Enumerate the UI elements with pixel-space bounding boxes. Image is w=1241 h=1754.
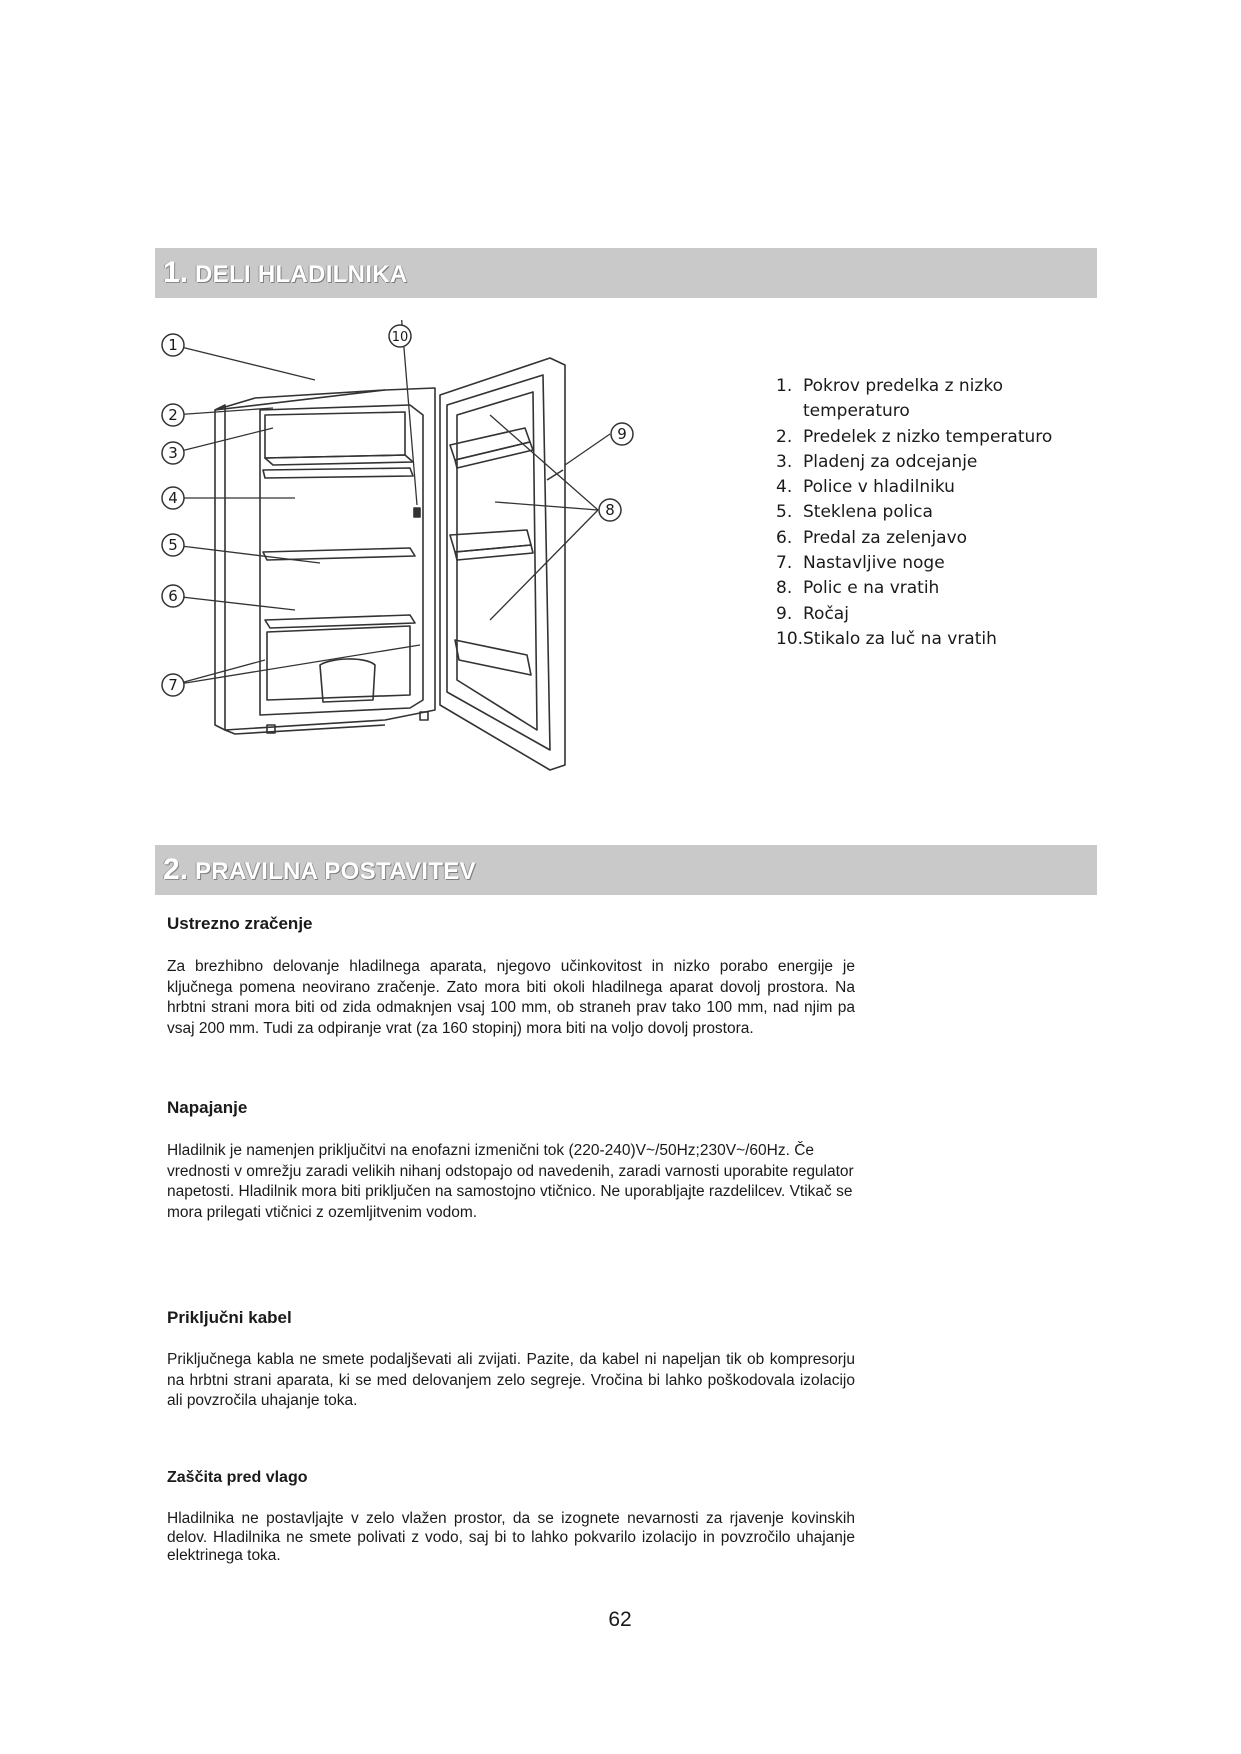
paragraph-power-supply: Hladilnik je namenjen priključitvi na enofazni izmenični tok (220-240)V~/50Hz;230V~/60Hz. Če vrednosti v omrežju zaradi velikih nihanj odstopajo od navedenih, zaradi varnosti uporabite regulator napetosti. Hladilnik mora biti priključen na samostojno vtičnico. Ne uporabljajte razdelilcev. Vtikač se mora prilegati vtičnici z ozemljitvenim vodom.	[167, 1142, 854, 1221]
callout-8	[599, 499, 621, 521]
svg-text:7: 7	[168, 676, 178, 694]
heading-power-supply: Napajanje	[167, 1098, 248, 1117]
door-light-switch	[414, 508, 420, 517]
svg-text:9: 9	[617, 425, 627, 443]
legend-item: 9. Ročaj	[776, 603, 849, 624]
svg-text:10: 10	[391, 330, 409, 345]
section-2-header	[155, 845, 1097, 895]
callout-6	[162, 585, 184, 607]
legend-item: 4. Police v hladilniku	[776, 477, 955, 498]
svg-text:1: 1	[168, 336, 178, 354]
legend-item: 6. Predal za zelenjavo	[776, 527, 968, 548]
legend-item: 5. Steklena polica	[776, 502, 933, 523]
callout-7	[162, 674, 184, 696]
legend-item: 3. Pladenj za odcejanje	[776, 451, 978, 472]
legend-item: 2. Predelek z nizko temperaturo	[776, 426, 1053, 447]
legend-item: 7. Nastavljive noge	[776, 553, 945, 574]
svg-text:2: 2	[168, 406, 178, 424]
section-2-number: 2.	[163, 853, 189, 886]
door-shelf-top	[450, 428, 530, 460]
section-2-title: PRAVILNA POSTAVITEV	[195, 858, 476, 885]
section-1-header	[155, 248, 1097, 298]
heading-power-cable: Priključni kabel	[167, 1308, 292, 1327]
fridge-diagram	[155, 320, 635, 790]
cabinet-outline	[215, 405, 225, 730]
callout-3	[162, 442, 184, 464]
callout-5	[162, 534, 184, 556]
freezer-compartment	[265, 412, 405, 458]
paragraph-moisture-protection: Hladilnika ne postavljajte v zelo vlažen prostor, da se izognete nevarnosti za rjavenje kovinskih delov. Hladilnika ne smete polivati z vodo, saj bi to lahko pokvarilo izolacijo in povzročilo uhajanje elektrinega toka.	[167, 1510, 855, 1564]
callout-10	[385, 321, 415, 351]
legend-item: 1. Pokrov predelka z nizko temperaturo	[776, 376, 1003, 422]
paragraph-ventilation: Za brezhibno delovanje hladilnega aparata, njegovo učinkovitost in nizko porabo energije je ključnega pomena neovirano zračenje. Zato mora biti okoli hladilnega aparat dovolj prostora. Na hrbtni strani mora biti od zida odmaknjen vsaj 100 mm, ob straneh prav tako 100 mm, nad njim pa vsaj 200 mm. Tudi za odpiranje vrat (za 160 stopinj) mora biti na voljo dovolj prostora.	[167, 958, 855, 1037]
crisper-drawer	[267, 626, 410, 700]
callout-1	[162, 334, 184, 356]
parts-legend	[776, 374, 1096, 652]
drip-tray	[263, 468, 413, 478]
heading-ventilation: Ustrezno zračenje	[167, 914, 313, 933]
legend-item: 10. Stikalo za luč na vratih	[776, 628, 997, 649]
paragraph-power-cable: Priključnega kabla ne smete podaljševati ali zvijati. Pazite, da kabel ni napeljan tik ob kompresorju na hrbtni strani aparata, ki se med delovanjem zelo segreje. Vročina bi lahko poškodovala izolacijo ali povzročila uhajanje toka.	[167, 1351, 855, 1409]
section-1-title: DELI HLADILNIKA	[195, 261, 408, 288]
door-shelf-bottom	[455, 640, 531, 675]
heading-moisture-protection: Zaščita pred vlago	[167, 1469, 308, 1486]
section-1-number: 1.	[163, 256, 189, 289]
svg-text:4: 4	[168, 489, 178, 507]
svg-text:5: 5	[168, 536, 178, 554]
page-number: 62	[608, 1608, 632, 1631]
legend-item: 8. Polic e na vratih	[776, 578, 940, 599]
svg-text:8: 8	[605, 501, 615, 519]
callout-2	[162, 404, 184, 426]
callout-9	[611, 423, 633, 445]
callout-4	[162, 487, 184, 509]
svg-text:6: 6	[168, 587, 178, 605]
svg-text:3: 3	[168, 444, 178, 462]
